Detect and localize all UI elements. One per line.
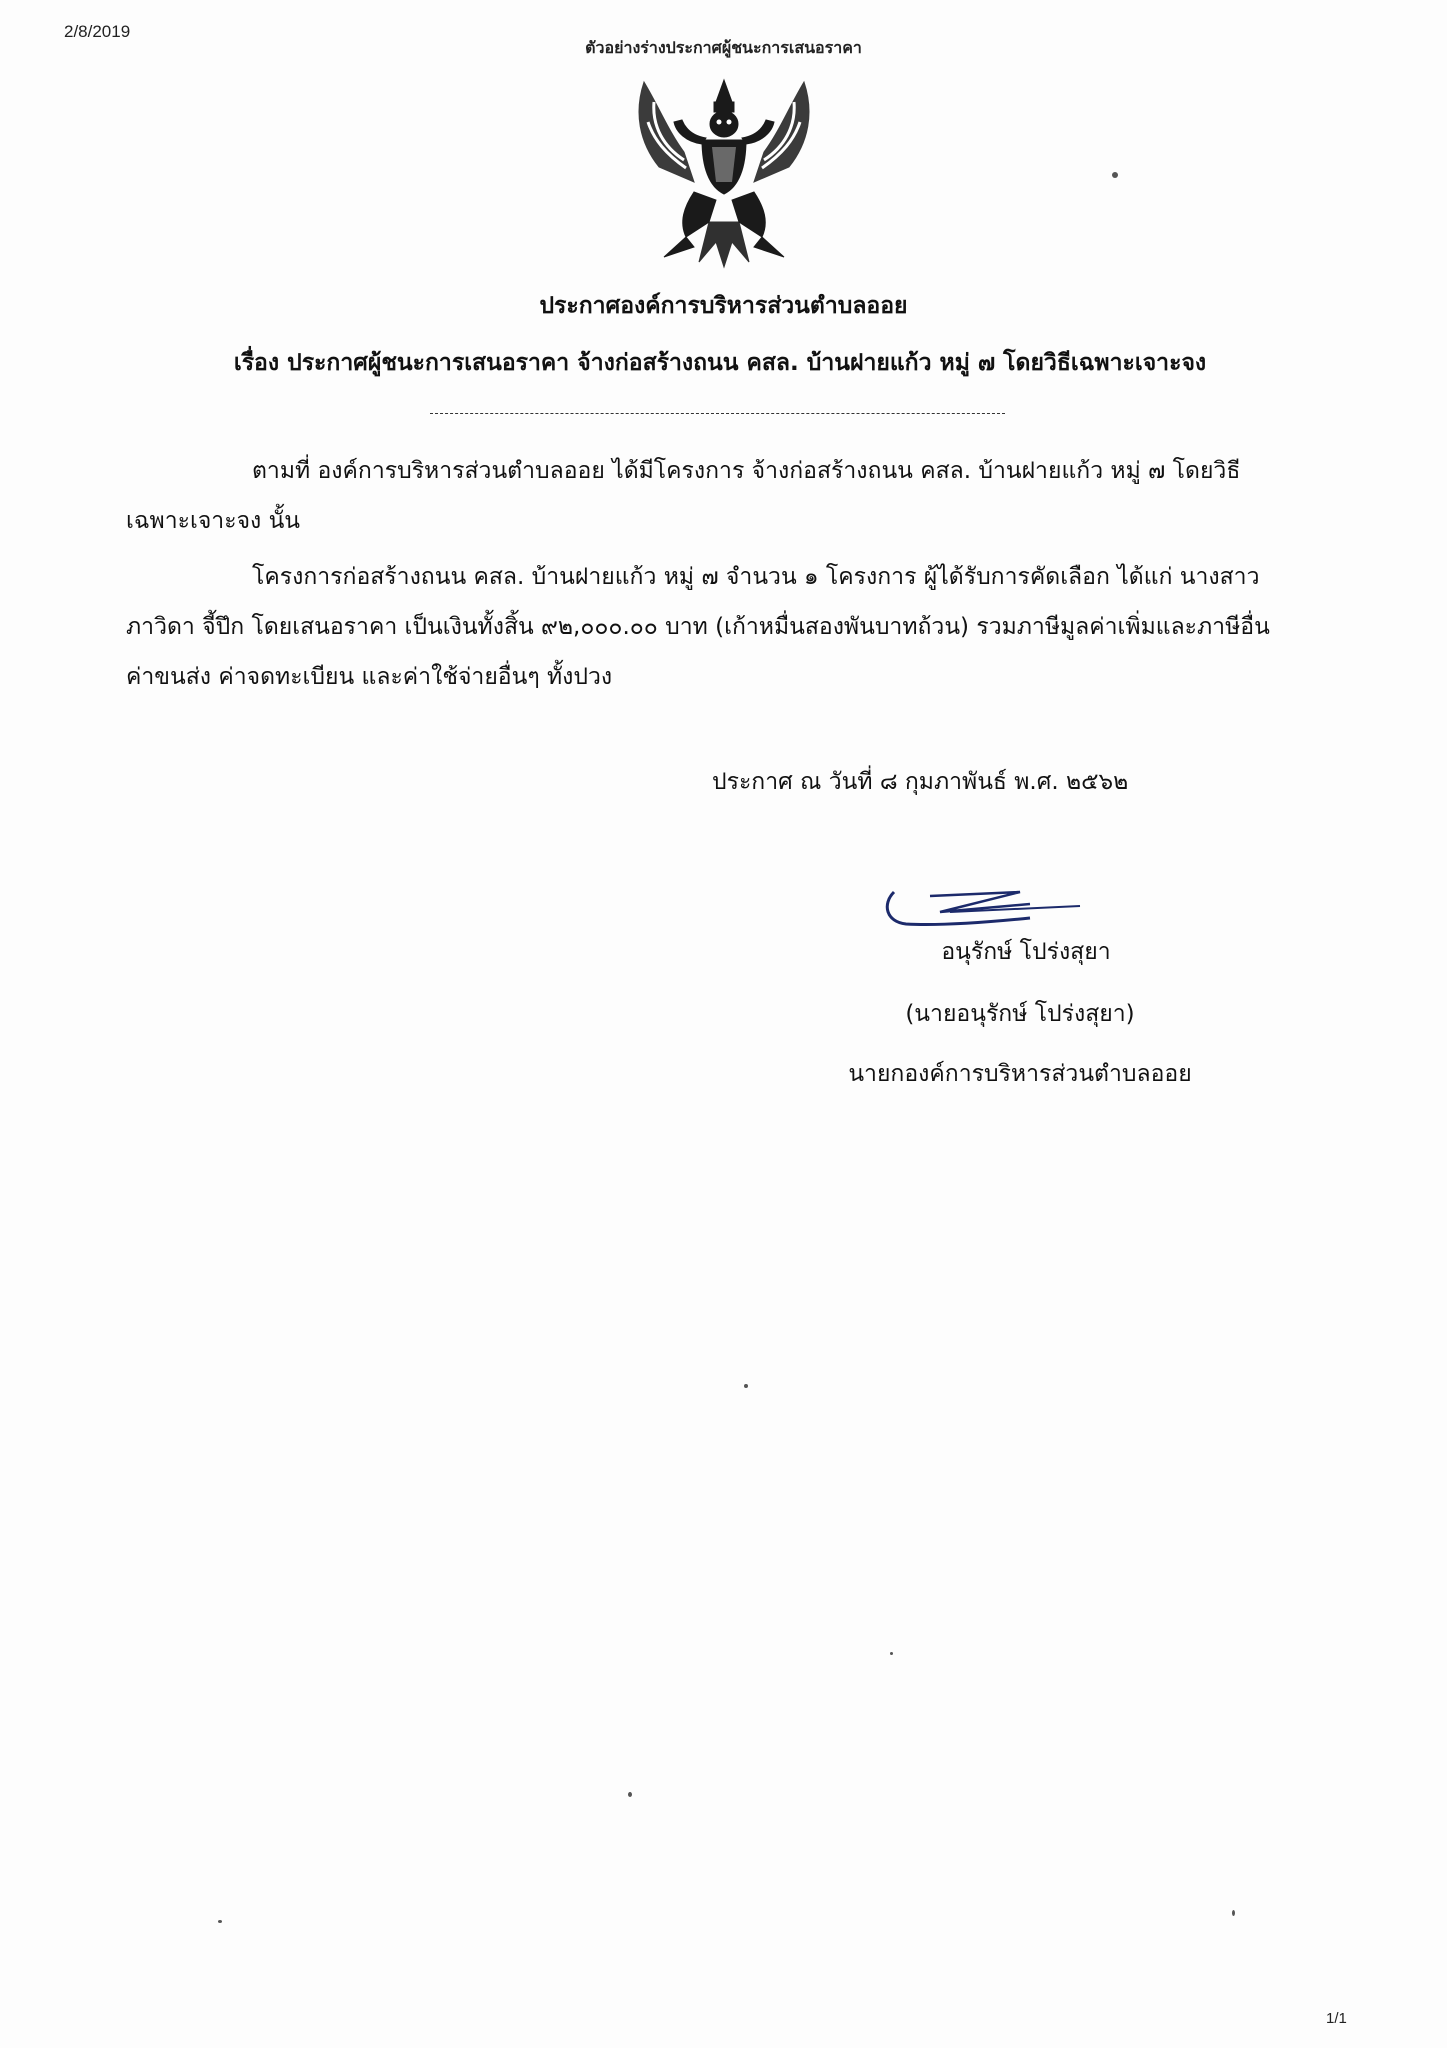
scan-speck [218, 1920, 222, 1923]
scan-speck [1112, 172, 1118, 178]
scan-speck [744, 1384, 748, 1388]
garuda-emblem-icon [624, 72, 824, 272]
scan-speck [890, 1652, 893, 1655]
signatory-full-name: (นายอนุรักษ์ โปร่งสุยา) [905, 1001, 1135, 1027]
paragraph-2 [126, 552, 1286, 702]
title-divider [430, 413, 1005, 414]
document-title: ประกาศองค์การบริหารส่วนตำบลออย [539, 293, 908, 319]
paragraph-1 [126, 446, 1286, 546]
signature-icon [880, 882, 1090, 930]
scan-speck [628, 1792, 632, 1797]
document-subject: เรื่อง ประกาศผู้ชนะการเสนอราคา จ้างก่อสร้างถนน คสล. บ้านฝายแก้ว หมู่ ๗ โดยวิธีเฉพาะเจาะจง [233, 350, 1207, 376]
page-number: 1/1 [1326, 2010, 1347, 2027]
announce-date: ประกาศ ณ วันที่ ๘ กุมภาพันธ์ พ.ศ. ๒๕๖๒ [712, 769, 1129, 795]
paragraph-2-text: โครงการก่อสร้างถนน คสล. บ้านฝายแก้ว หมู่ ๗ จำนวน ๑ โครงการ ผู้ได้รับการคัดเลือก ได้แก่ นางสาวภาวิดา จี้ปึก โดยเสนอราคา เป็นเงินทั้งสิ้น ๙๒,๐๐๐.๐๐ บาท (เก้าหมื่นสองพันบาทถ้วน) รวมภาษีมูลค่าเพิ่มและภาษีอื่น ค่าขนส่ง ค่าจดทะเบียน และค่าใช้จ่ายอื่นๆ ทั้งปวง [126, 564, 1270, 690]
paragraph-1-text: ตามที่ องค์การบริหารส่วนตำบลออย ได้มีโครงการ จ้างก่อสร้างถนน คสล. บ้านฝายแก้ว หมู่ ๗ โดยวิธีเฉพาะเจาะจง นั้น [126, 458, 1241, 534]
print-source-title: ตัวอย่างร่างประกาศผู้ชนะการเสนอราคา [585, 38, 862, 57]
signatory-name: อนุรักษ์ โปร่งสุยา [941, 939, 1111, 965]
signatory-position: นายกองค์การบริหารส่วนตำบลออย [848, 1061, 1192, 1087]
print-date: 2/8/2019 [64, 22, 131, 41]
scan-speck [1232, 1910, 1235, 1916]
